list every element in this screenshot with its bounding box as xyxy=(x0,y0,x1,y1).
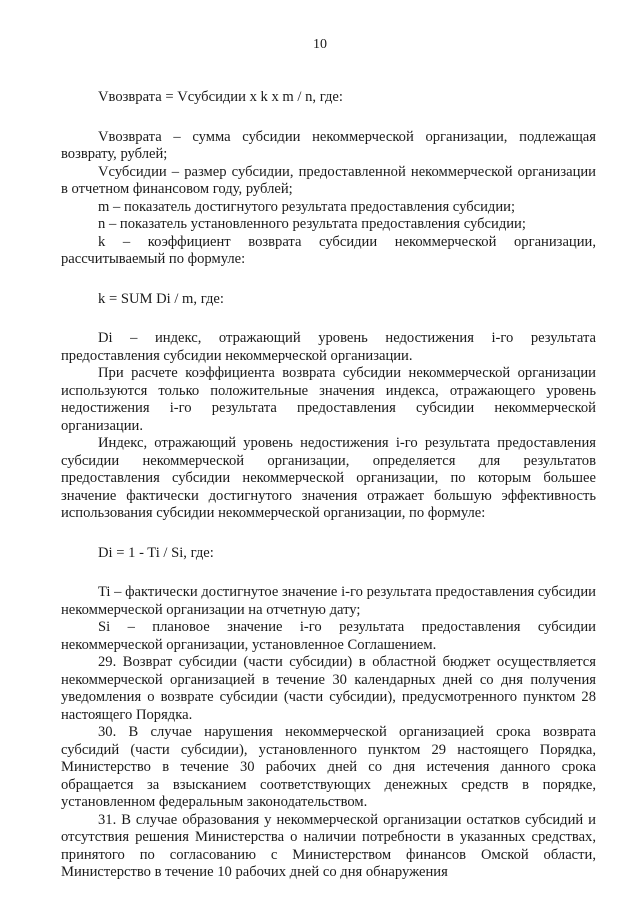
spacer xyxy=(61,562,596,584)
formula-di: Di = 1 - Ti / Si, где: xyxy=(98,544,214,561)
clause-30: 30. В случае нарушения некоммерческой организацией срока возврата субсидий (части субсидии), установленного пунктом 29 настоящего Порядка, Министерство в течение 30 рабочих дней со дня истечения данного срока обращается за взысканием соответствующих денежных средств в порядке, установленном федеральным законодательством. xyxy=(61,724,596,810)
definition-n: n – показатель установленного результата предоставления субсидии; xyxy=(98,216,526,232)
definition-v-subsidy: Vсубсидии – размер субсидии, предоставленной некоммерческой организации в отчетном финансовом году, рублей; xyxy=(61,163,596,197)
definition-m: m – показатель достигнутого результата предоставления субсидии; xyxy=(98,198,516,215)
definition-v-return: Vвозврата – сумма субсидии некоммерческой организации, подлежащая возврату, рублей; xyxy=(61,128,596,162)
clause-29: 29. Возврат субсидии (части субсидии) в областной бюджет осуществляется некоммерческой организацией в течение 30 календарных дней со дня получения уведомления о возврате субсидии (части субсидии), предусмотренного пунктом 28 настоящего Порядка. xyxy=(61,654,596,723)
spacer xyxy=(61,107,596,129)
spacer xyxy=(61,308,596,330)
clause-31: 31. В случае образования у некоммерческой организации остатков субсидий и отсутствия решения Министерства о наличии потребности в указанных средствах, принятого по согласованию с Министерством финансов Омской области, Министерство в течение 10 рабочих дней со дня обнаружения xyxy=(61,811,596,880)
paragraph-index-formula: Индекс, отражающий уровень недостижения i-го результата предоставления субсидии некоммерческой организации, определяется для результатов предоставления субсидии некоммерческой организации, по которым большее значение фактически достигнутого значения отражает большую эффективность использования субсидии некоммерческой организации, по формуле: xyxy=(61,435,596,521)
document-body xyxy=(61,89,596,882)
definition-k: k – коэффициент возврата субсидии некоммерческой организации, рассчитываемый по формуле: xyxy=(61,233,596,267)
spacer xyxy=(61,269,596,291)
definition-si: Si – плановое значение i-го результата предоставления субсидии некоммерческой организации, установленное Соглашением. xyxy=(61,619,596,653)
definition-di: Di – индекс, отражающий уровень недостижения i-го результата предоставления субсидии некоммерческой организации. xyxy=(61,330,596,364)
paragraph-positive-index: При расчете коэффициента возврата субсидии некоммерческой организации используются только положительные значения индекса, отражающего уровень недостижения i-го результата предоставления субсидии некоммерческой организации. xyxy=(61,365,596,434)
definition-ti: Ti – фактически достигнутое значение i-го результата предоставления субсидии некоммерческой организации на отчетную дату; xyxy=(61,584,596,618)
formula-k: k = SUM Di / m, где: xyxy=(98,290,224,307)
spacer xyxy=(61,523,596,545)
formula-v-return: Vвозврата = Vсубсидии x k x m / n, где: xyxy=(98,89,343,105)
page-number: 10 xyxy=(313,37,327,52)
